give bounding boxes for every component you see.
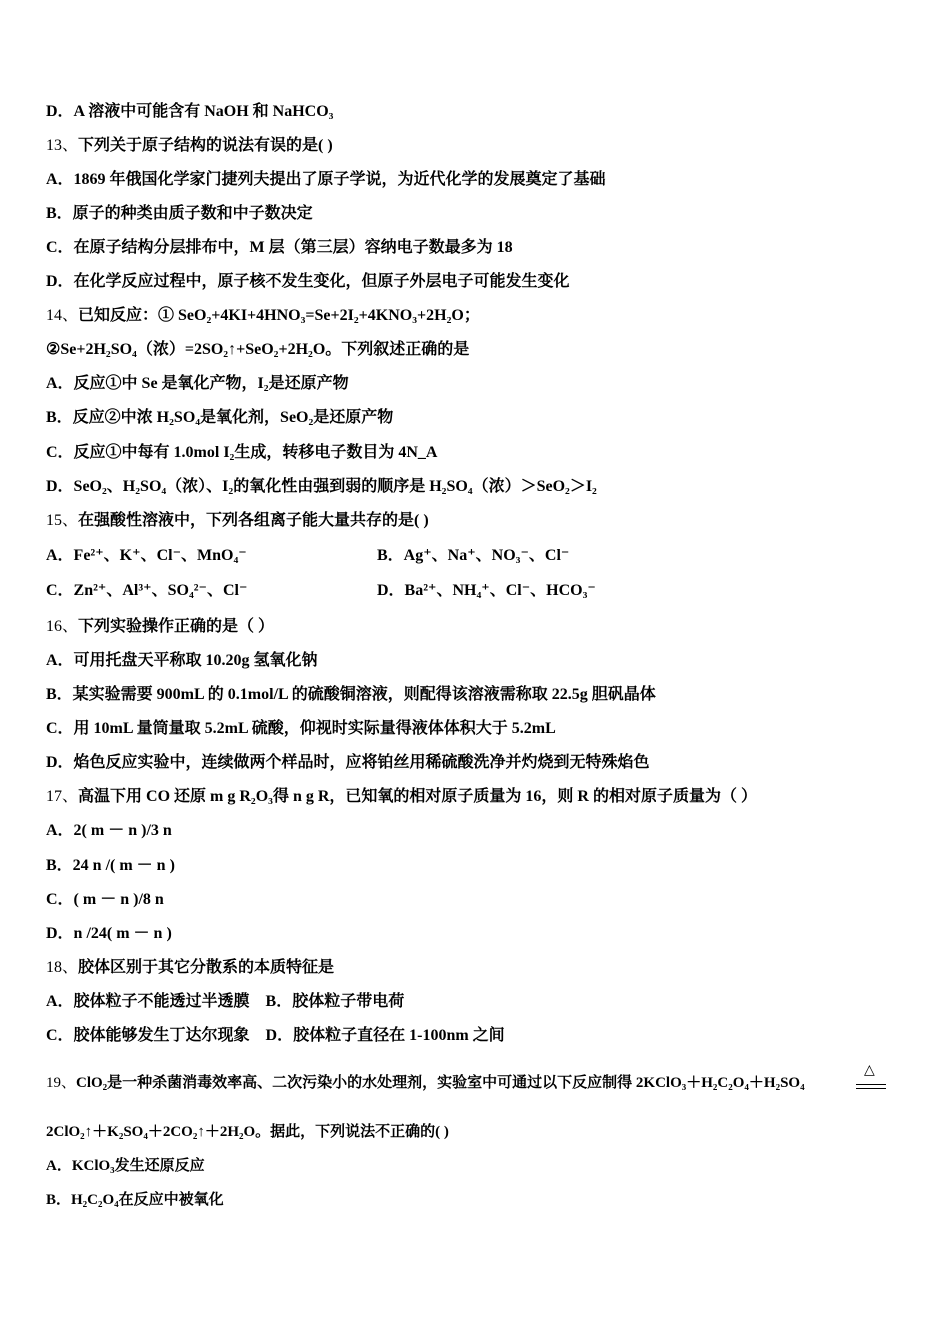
question-13-option-a: A．1869 年俄国化学家门捷列夫提出了原子学说，为近代化学的发展奠定了基础 (46, 171, 606, 188)
equals-bar (856, 1084, 886, 1085)
question-17-option-d: D．n /24( m － n ) (46, 925, 172, 942)
stem-text: 下列关于原子结构的说法有误的是( ) (78, 137, 333, 154)
question-14-stem-line2: ②Se+2H₂SO₄（浓）=2SO₂↑+SeO₂+2H₂O。下列叙述正确的是 (46, 341, 470, 358)
stem-text: 下列实验操作正确的是（ ） (78, 618, 275, 635)
question-14-stem (46, 306, 480, 326)
question-number: 13、 (46, 137, 79, 154)
question-number: 18、 (46, 959, 79, 976)
question-18-options-cd: C．胶体能够发生丁达尔现象 D．胶体粒子直径在 1-100nm 之间 (46, 1027, 505, 1044)
equals-bar (856, 1088, 886, 1089)
question-13-option-c: C．在原子结构分层排布中，M 层（第三层）容纳电子数最多为 18 (46, 239, 513, 256)
question-number: 15、 (46, 512, 79, 529)
question-19-option-a: A．KClO₃发生还原反应 (46, 1158, 205, 1174)
question-number: 14、 (46, 307, 79, 324)
question-16-stem (46, 617, 274, 637)
question-16-option-c: C．用 10mL 量筒量取 5.2mL 硫酸，仰视时实际量得液体体积大于 5.2mL (46, 720, 556, 737)
question-16-option-a: A．可用托盘天平称取 10.20g 氢氧化钠 (46, 652, 318, 669)
question-number: 17、 (46, 788, 79, 805)
question-17-option-c: C．( m － n )/8 n (46, 891, 164, 908)
stem-text: 已知反应：① SeO₂+4KI+4HNO₃=Se+2I₂+4KNO₃+2H₂O； (78, 307, 480, 324)
question-15-option-a: A．Fe²⁺、K⁺、Cl⁻、MnO₄⁻ (46, 547, 247, 564)
question-number: 19、 (46, 1075, 77, 1091)
question-16-option-d: D．焰色反应实验中，连续做两个样品时，应将铂丝用稀硫酸洗净并灼烧到无特殊焰色 (46, 754, 650, 771)
question-18-options-ab: A．胶体粒子不能透过半透膜 B．胶体粒子带电荷 (46, 993, 405, 1010)
question-15-stem (46, 511, 429, 531)
stem-text: 胶体区别于其它分散系的本质特征是 (78, 959, 335, 976)
question-12-option-d: D．A 溶液中可能含有 NaOH 和 NaHCO₃ (46, 103, 334, 120)
question-19-stem (46, 1073, 805, 1093)
question-15-option-b: B．Ag⁺、Na⁺、NO₃⁻、Cl⁻ (377, 547, 570, 564)
question-14-option-c: C．反应①中每有 1.0mol I₂生成，转移电子数目为 4N_A (46, 444, 438, 461)
question-13-option-b: B．原子的种类由质子数和中子数决定 (46, 205, 313, 222)
question-15-option-d: D．Ba²⁺、NH₄⁺、Cl⁻、HCO₃⁻ (377, 582, 596, 599)
question-14-option-a: A．反应①中 Se 是氧化产物，I₂是还原产物 (46, 375, 349, 392)
question-18-stem (46, 958, 334, 978)
question-17-option-a: A．2( m － n )/3 n (46, 822, 172, 839)
question-17-option-b: B．24 n /( m － n ) (46, 857, 175, 874)
question-19-stem-line2: 2ClO₂↑＋K₂SO₄＋2CO₂↑＋2H₂O。据此，下列说法不正确的( ) (46, 1124, 449, 1140)
stem-text: 高温下用 CO 还原 m g R₂O₃得 n g R，已知氧的相对原子质量为 16，则 R 的相对原子质量为（ ） (78, 788, 757, 805)
stem-text: 在强酸性溶液中，下列各组离子能大量共存的是( ) (78, 512, 429, 529)
heat-triangle-icon: △ (864, 1063, 875, 1078)
question-15-option-c: C．Zn²⁺、Al³⁺、SO₄²⁻、Cl⁻ (46, 582, 248, 599)
stem-text: ClO₂是一种杀菌消毒效率高、二次污染小的水处理剂，实验室中可通过以下反应制得 2KClO₃＋H₂C₂O₄＋H₂SO₄ (76, 1075, 805, 1091)
heating-condition-sign (856, 1062, 886, 1090)
question-17-stem (46, 787, 757, 807)
question-14-option-d: D．SeO₂、H₂SO₄（浓）、I₂的氧化性由强到弱的顺序是 H₂SO₄（浓）＞SeO₂＞I₂ (46, 478, 597, 495)
question-13-option-d: D．在化学反应过程中，原子核不发生变化，但原子外层电子可能发生变化 (46, 273, 570, 290)
question-13-stem (46, 136, 333, 156)
question-19-option-b: B．H₂C₂O₄在反应中被氧化 (46, 1192, 224, 1208)
question-16-option-b: B．某实验需要 900mL 的 0.1mol/L 的硫酸铜溶液，则配得该溶液需称取 22.5g 胆矾晶体 (46, 686, 656, 703)
question-14-option-b: B．反应②中浓 H₂SO₄是氧化剂，SeO₂是还原产物 (46, 409, 394, 426)
question-number: 16、 (46, 618, 79, 635)
